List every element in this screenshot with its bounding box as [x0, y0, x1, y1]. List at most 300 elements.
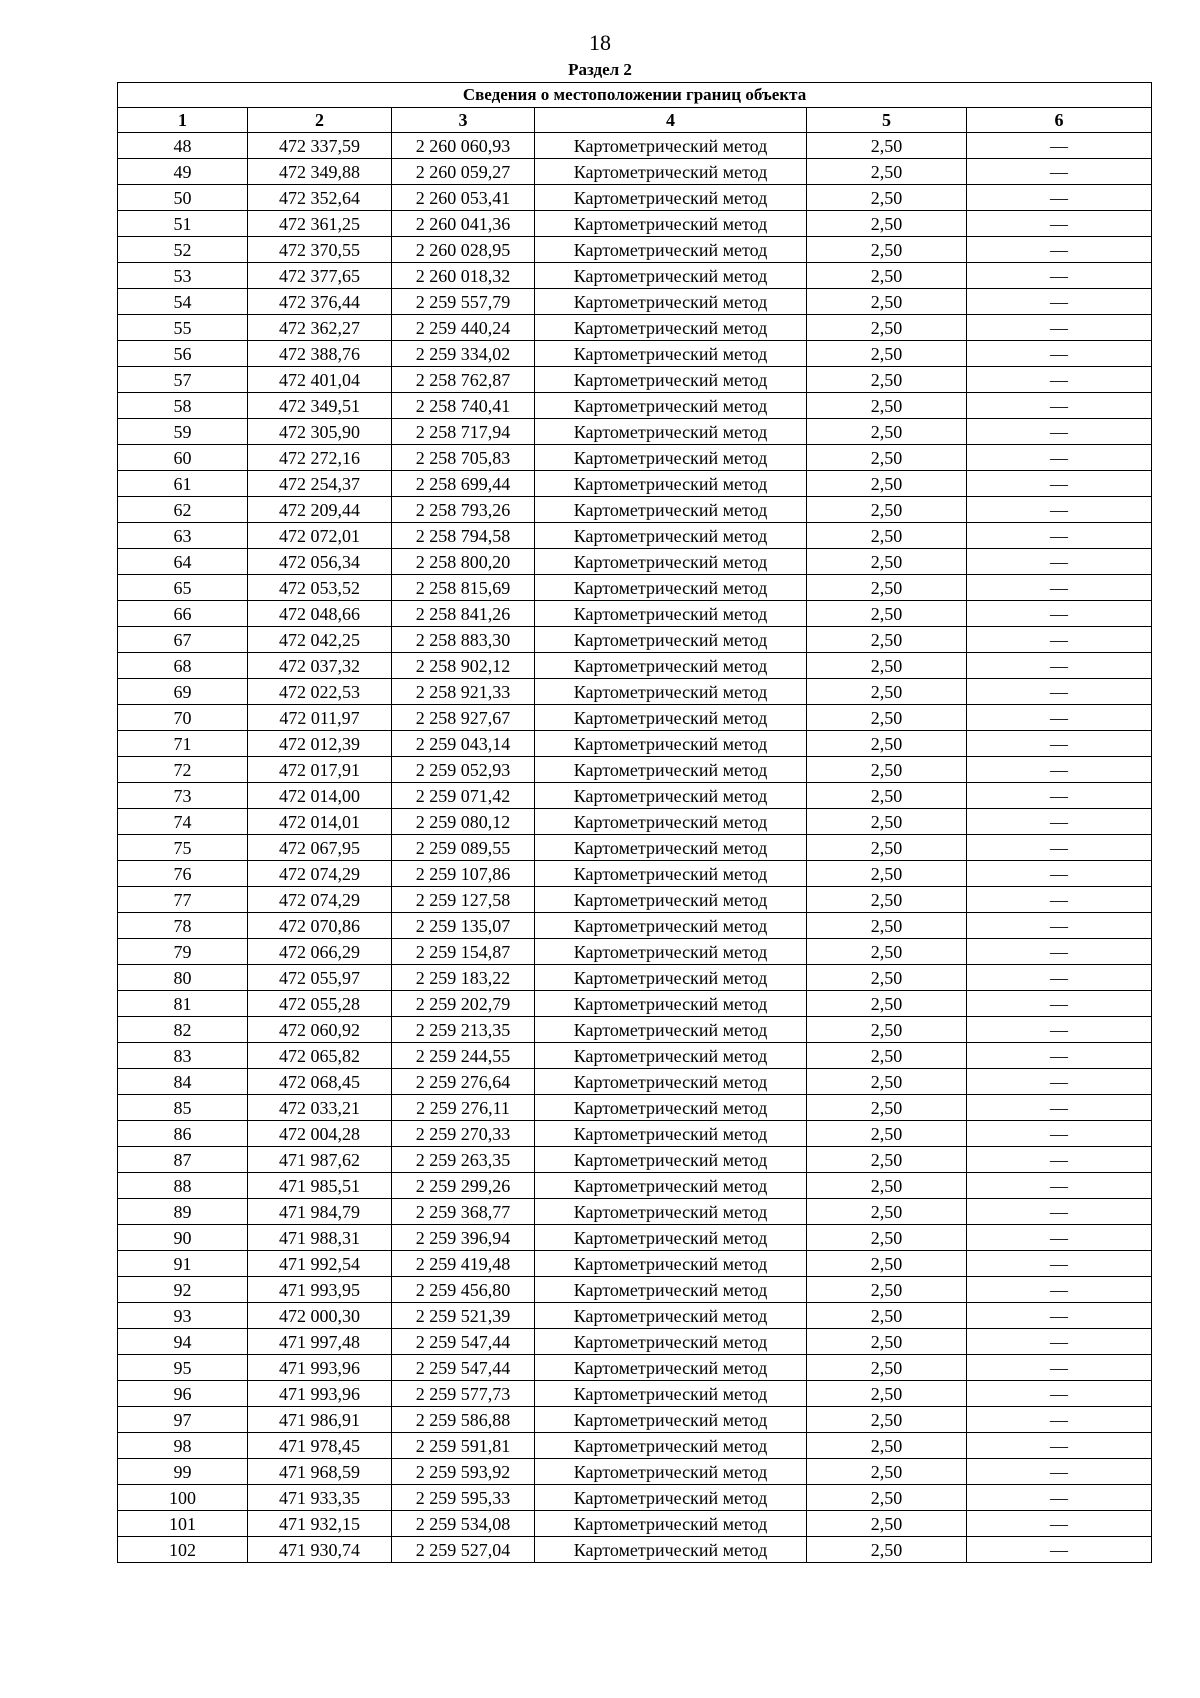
point-number-cell: 95	[118, 1355, 248, 1381]
x-coordinate-cell: 472 000,30	[248, 1303, 392, 1329]
table-row	[118, 575, 1152, 601]
table-row	[118, 887, 1152, 913]
accuracy-cell: 2,50	[807, 913, 967, 939]
point-number-cell: 94	[118, 1329, 248, 1355]
y-coordinate-cell: 2 259 276,11	[392, 1095, 535, 1121]
method-cell: Картометрический метод	[535, 1381, 807, 1407]
method-cell: Картометрический метод	[535, 991, 807, 1017]
y-coordinate-cell: 2 259 534,08	[392, 1511, 535, 1537]
y-coordinate-cell: 2 258 793,26	[392, 497, 535, 523]
description-cell: —	[967, 731, 1152, 757]
point-number-cell: 86	[118, 1121, 248, 1147]
accuracy-cell: 2,50	[807, 991, 967, 1017]
description-cell: —	[967, 575, 1152, 601]
accuracy-cell: 2,50	[807, 315, 967, 341]
x-coordinate-cell: 472 401,04	[248, 367, 392, 393]
x-coordinate-cell: 472 004,28	[248, 1121, 392, 1147]
method-cell: Картометрический метод	[535, 1121, 807, 1147]
accuracy-cell: 2,50	[807, 367, 967, 393]
method-cell: Картометрический метод	[535, 835, 807, 861]
method-cell: Картометрический метод	[535, 1485, 807, 1511]
column-header: 6	[967, 108, 1152, 133]
description-cell: —	[967, 549, 1152, 575]
accuracy-cell: 2,50	[807, 939, 967, 965]
point-number-cell: 69	[118, 679, 248, 705]
method-cell: Картометрический метод	[535, 1069, 807, 1095]
accuracy-cell: 2,50	[807, 237, 967, 263]
accuracy-cell: 2,50	[807, 185, 967, 211]
description-cell: —	[967, 1199, 1152, 1225]
table-row	[118, 549, 1152, 575]
method-cell: Картометрический метод	[535, 1355, 807, 1381]
description-cell: —	[967, 1225, 1152, 1251]
column-header: 2	[248, 108, 392, 133]
accuracy-cell: 2,50	[807, 133, 967, 159]
point-number-cell: 96	[118, 1381, 248, 1407]
y-coordinate-cell: 2 259 154,87	[392, 939, 535, 965]
table-row	[118, 263, 1152, 289]
x-coordinate-cell: 471 984,79	[248, 1199, 392, 1225]
x-coordinate-cell: 472 388,76	[248, 341, 392, 367]
accuracy-cell: 2,50	[807, 471, 967, 497]
method-cell: Картометрический метод	[535, 1511, 807, 1537]
method-cell: Картометрический метод	[535, 1459, 807, 1485]
description-cell: —	[967, 1043, 1152, 1069]
y-coordinate-cell: 2 259 440,24	[392, 315, 535, 341]
description-cell: —	[967, 341, 1152, 367]
y-coordinate-cell: 2 259 419,48	[392, 1251, 535, 1277]
y-coordinate-cell: 2 259 135,07	[392, 913, 535, 939]
accuracy-cell: 2,50	[807, 1511, 967, 1537]
method-cell: Картометрический метод	[535, 705, 807, 731]
point-number-cell: 49	[118, 159, 248, 185]
method-cell: Картометрический метод	[535, 1173, 807, 1199]
point-number-cell: 97	[118, 1407, 248, 1433]
table-row	[118, 315, 1152, 341]
accuracy-cell: 2,50	[807, 159, 967, 185]
point-number-cell: 79	[118, 939, 248, 965]
y-coordinate-cell: 2 259 527,04	[392, 1537, 535, 1563]
method-cell: Картометрический метод	[535, 575, 807, 601]
x-coordinate-cell: 472 068,45	[248, 1069, 392, 1095]
method-cell: Картометрический метод	[535, 497, 807, 523]
table-row	[118, 1407, 1152, 1433]
point-number-cell: 59	[118, 419, 248, 445]
method-cell: Картометрический метод	[535, 1433, 807, 1459]
point-number-cell: 81	[118, 991, 248, 1017]
table-body	[118, 133, 1152, 1563]
x-coordinate-cell: 471 997,48	[248, 1329, 392, 1355]
description-cell: —	[967, 263, 1152, 289]
table-row	[118, 731, 1152, 757]
y-coordinate-cell: 2 258 841,26	[392, 601, 535, 627]
x-coordinate-cell: 472 056,34	[248, 549, 392, 575]
description-cell: —	[967, 497, 1152, 523]
method-cell: Картометрический метод	[535, 1095, 807, 1121]
y-coordinate-cell: 2 259 593,92	[392, 1459, 535, 1485]
x-coordinate-cell: 472 037,32	[248, 653, 392, 679]
point-number-cell: 90	[118, 1225, 248, 1251]
description-cell: —	[967, 1121, 1152, 1147]
table-row	[118, 1173, 1152, 1199]
x-coordinate-cell: 471 992,54	[248, 1251, 392, 1277]
y-coordinate-cell: 2 259 591,81	[392, 1433, 535, 1459]
x-coordinate-cell: 471 933,35	[248, 1485, 392, 1511]
table-row	[118, 1251, 1152, 1277]
y-coordinate-cell: 2 259 089,55	[392, 835, 535, 861]
y-coordinate-cell: 2 259 547,44	[392, 1329, 535, 1355]
accuracy-cell: 2,50	[807, 809, 967, 835]
accuracy-cell: 2,50	[807, 861, 967, 887]
table-row	[118, 1095, 1152, 1121]
point-number-cell: 60	[118, 445, 248, 471]
table-row	[118, 1043, 1152, 1069]
description-cell: —	[967, 887, 1152, 913]
description-cell: —	[967, 1251, 1152, 1277]
point-number-cell: 56	[118, 341, 248, 367]
table-row	[118, 1069, 1152, 1095]
table-row	[118, 991, 1152, 1017]
x-coordinate-cell: 472 055,28	[248, 991, 392, 1017]
y-coordinate-cell: 2 260 059,27	[392, 159, 535, 185]
point-number-cell: 85	[118, 1095, 248, 1121]
table-row	[118, 809, 1152, 835]
accuracy-cell: 2,50	[807, 1173, 967, 1199]
y-coordinate-cell: 2 258 921,33	[392, 679, 535, 705]
table-row	[118, 185, 1152, 211]
y-coordinate-cell: 2 258 800,20	[392, 549, 535, 575]
method-cell: Картометрический метод	[535, 887, 807, 913]
y-coordinate-cell: 2 258 794,58	[392, 523, 535, 549]
table-row	[118, 705, 1152, 731]
point-number-cell: 61	[118, 471, 248, 497]
page-number: 18	[589, 30, 611, 55]
y-coordinate-cell: 2 259 043,14	[392, 731, 535, 757]
accuracy-cell: 2,50	[807, 289, 967, 315]
y-coordinate-cell: 2 259 107,86	[392, 861, 535, 887]
x-coordinate-cell: 472 014,01	[248, 809, 392, 835]
accuracy-cell: 2,50	[807, 1043, 967, 1069]
description-cell: —	[967, 1095, 1152, 1121]
accuracy-cell: 2,50	[807, 1459, 967, 1485]
x-coordinate-cell: 472 053,52	[248, 575, 392, 601]
point-number-cell: 70	[118, 705, 248, 731]
description-cell: —	[967, 601, 1152, 627]
method-cell: Картометрический метод	[535, 1407, 807, 1433]
description-cell: —	[967, 1329, 1152, 1355]
table-header-row	[118, 108, 1152, 133]
point-number-cell: 54	[118, 289, 248, 315]
x-coordinate-cell: 472 067,95	[248, 835, 392, 861]
table-row	[118, 1017, 1152, 1043]
table-row	[118, 211, 1152, 237]
table-row	[118, 835, 1152, 861]
point-number-cell: 55	[118, 315, 248, 341]
table-row	[118, 1381, 1152, 1407]
y-coordinate-cell: 2 259 595,33	[392, 1485, 535, 1511]
y-coordinate-cell: 2 259 071,42	[392, 783, 535, 809]
coordinates-table	[117, 82, 1152, 1563]
description-cell: —	[967, 393, 1152, 419]
y-coordinate-cell: 2 259 183,22	[392, 965, 535, 991]
method-cell: Картометрический метод	[535, 1537, 807, 1563]
y-coordinate-cell: 2 259 299,26	[392, 1173, 535, 1199]
x-coordinate-cell: 472 072,01	[248, 523, 392, 549]
table-caption: Сведения о местоположении границ объекта	[118, 83, 1152, 108]
accuracy-cell: 2,50	[807, 1381, 967, 1407]
description-cell: —	[967, 1173, 1152, 1199]
accuracy-cell: 2,50	[807, 1277, 967, 1303]
y-coordinate-cell: 2 259 202,79	[392, 991, 535, 1017]
x-coordinate-cell: 472 272,16	[248, 445, 392, 471]
point-number-cell: 89	[118, 1199, 248, 1225]
x-coordinate-cell: 472 065,82	[248, 1043, 392, 1069]
description-cell: —	[967, 1069, 1152, 1095]
x-coordinate-cell: 471 988,31	[248, 1225, 392, 1251]
description-cell: —	[967, 835, 1152, 861]
method-cell: Картометрический метод	[535, 861, 807, 887]
y-coordinate-cell: 2 259 276,64	[392, 1069, 535, 1095]
table-row	[118, 861, 1152, 887]
x-coordinate-cell: 471 993,95	[248, 1277, 392, 1303]
accuracy-cell: 2,50	[807, 705, 967, 731]
method-cell: Картометрический метод	[535, 471, 807, 497]
x-coordinate-cell: 471 968,59	[248, 1459, 392, 1485]
table-row	[118, 1277, 1152, 1303]
table-row	[118, 965, 1152, 991]
column-header: 5	[807, 108, 967, 133]
table-row	[118, 653, 1152, 679]
column-header: 1	[118, 108, 248, 133]
y-coordinate-cell: 2 259 244,55	[392, 1043, 535, 1069]
description-cell: —	[967, 965, 1152, 991]
description-cell: —	[967, 1277, 1152, 1303]
accuracy-cell: 2,50	[807, 653, 967, 679]
y-coordinate-cell: 2 259 080,12	[392, 809, 535, 835]
column-header: 4	[535, 108, 807, 133]
accuracy-cell: 2,50	[807, 549, 967, 575]
point-number-cell: 82	[118, 1017, 248, 1043]
method-cell: Картометрический метод	[535, 1225, 807, 1251]
x-coordinate-cell: 471 932,15	[248, 1511, 392, 1537]
point-number-cell: 91	[118, 1251, 248, 1277]
accuracy-cell: 2,50	[807, 1199, 967, 1225]
description-cell: —	[967, 1355, 1152, 1381]
accuracy-cell: 2,50	[807, 1225, 967, 1251]
accuracy-cell: 2,50	[807, 757, 967, 783]
x-coordinate-cell: 472 055,97	[248, 965, 392, 991]
point-number-cell: 80	[118, 965, 248, 991]
table-row	[118, 393, 1152, 419]
method-cell: Картометрический метод	[535, 601, 807, 627]
accuracy-cell: 2,50	[807, 601, 967, 627]
table-row	[118, 445, 1152, 471]
y-coordinate-cell: 2 258 699,44	[392, 471, 535, 497]
accuracy-cell: 2,50	[807, 1069, 967, 1095]
point-number-cell: 53	[118, 263, 248, 289]
point-number-cell: 62	[118, 497, 248, 523]
method-cell: Картометрический метод	[535, 1329, 807, 1355]
accuracy-cell: 2,50	[807, 783, 967, 809]
method-cell: Картометрический метод	[535, 133, 807, 159]
table-row	[118, 783, 1152, 809]
method-cell: Картометрический метод	[535, 783, 807, 809]
accuracy-cell: 2,50	[807, 627, 967, 653]
description-cell: —	[967, 1511, 1152, 1537]
x-coordinate-cell: 472 033,21	[248, 1095, 392, 1121]
table-row	[118, 471, 1152, 497]
point-number-cell: 101	[118, 1511, 248, 1537]
description-cell: —	[967, 939, 1152, 965]
x-coordinate-cell: 472 011,97	[248, 705, 392, 731]
accuracy-cell: 2,50	[807, 1407, 967, 1433]
x-coordinate-cell: 472 074,29	[248, 861, 392, 887]
table-row	[118, 1459, 1152, 1485]
method-cell: Картометрический метод	[535, 367, 807, 393]
method-cell: Картометрический метод	[535, 913, 807, 939]
description-cell: —	[967, 419, 1152, 445]
y-coordinate-cell: 2 259 557,79	[392, 289, 535, 315]
point-number-cell: 83	[118, 1043, 248, 1069]
table-row	[118, 1433, 1152, 1459]
table-row	[118, 1329, 1152, 1355]
description-cell: —	[967, 1407, 1152, 1433]
method-cell: Картометрический метод	[535, 679, 807, 705]
accuracy-cell: 2,50	[807, 1147, 967, 1173]
accuracy-cell: 2,50	[807, 263, 967, 289]
accuracy-cell: 2,50	[807, 497, 967, 523]
x-coordinate-cell: 472 370,55	[248, 237, 392, 263]
description-cell: —	[967, 861, 1152, 887]
table-row	[118, 1511, 1152, 1537]
x-coordinate-cell: 472 361,25	[248, 211, 392, 237]
table-row	[118, 757, 1152, 783]
method-cell: Картометрический метод	[535, 419, 807, 445]
table-row	[118, 1303, 1152, 1329]
point-number-cell: 102	[118, 1537, 248, 1563]
y-coordinate-cell: 2 259 052,93	[392, 757, 535, 783]
accuracy-cell: 2,50	[807, 575, 967, 601]
table-row	[118, 289, 1152, 315]
method-cell: Картометрический метод	[535, 809, 807, 835]
point-number-cell: 100	[118, 1485, 248, 1511]
description-cell: —	[967, 1485, 1152, 1511]
point-number-cell: 67	[118, 627, 248, 653]
point-number-cell: 76	[118, 861, 248, 887]
description-cell: —	[967, 679, 1152, 705]
method-cell: Картометрический метод	[535, 757, 807, 783]
table-row	[118, 133, 1152, 159]
table-row	[118, 939, 1152, 965]
x-coordinate-cell: 472 042,25	[248, 627, 392, 653]
description-cell: —	[967, 237, 1152, 263]
y-coordinate-cell: 2 260 041,36	[392, 211, 535, 237]
accuracy-cell: 2,50	[807, 1329, 967, 1355]
accuracy-cell: 2,50	[807, 679, 967, 705]
description-cell: —	[967, 991, 1152, 1017]
method-cell: Картометрический метод	[535, 315, 807, 341]
x-coordinate-cell: 472 209,44	[248, 497, 392, 523]
point-number-cell: 77	[118, 887, 248, 913]
point-number-cell: 65	[118, 575, 248, 601]
description-cell: —	[967, 289, 1152, 315]
y-coordinate-cell: 2 258 927,67	[392, 705, 535, 731]
accuracy-cell: 2,50	[807, 835, 967, 861]
table-row	[118, 159, 1152, 185]
method-cell: Картометрический метод	[535, 1043, 807, 1069]
point-number-cell: 52	[118, 237, 248, 263]
point-number-cell: 72	[118, 757, 248, 783]
table-row	[118, 1147, 1152, 1173]
accuracy-cell: 2,50	[807, 1017, 967, 1043]
y-coordinate-cell: 2 258 717,94	[392, 419, 535, 445]
table-row	[118, 913, 1152, 939]
point-number-cell: 87	[118, 1147, 248, 1173]
accuracy-cell: 2,50	[807, 445, 967, 471]
description-cell: —	[967, 159, 1152, 185]
y-coordinate-cell: 2 259 521,39	[392, 1303, 535, 1329]
y-coordinate-cell: 2 259 456,80	[392, 1277, 535, 1303]
section-title: Раздел 2	[568, 60, 632, 79]
method-cell: Картометрический метод	[535, 549, 807, 575]
y-coordinate-cell: 2 259 270,33	[392, 1121, 535, 1147]
method-cell: Картометрический метод	[535, 1147, 807, 1173]
method-cell: Картометрический метод	[535, 237, 807, 263]
table-row	[118, 419, 1152, 445]
table-row	[118, 523, 1152, 549]
x-coordinate-cell: 472 254,37	[248, 471, 392, 497]
x-coordinate-cell: 472 349,51	[248, 393, 392, 419]
method-cell: Картометрический метод	[535, 159, 807, 185]
point-number-cell: 58	[118, 393, 248, 419]
x-coordinate-cell: 471 978,45	[248, 1433, 392, 1459]
accuracy-cell: 2,50	[807, 419, 967, 445]
table-row	[118, 1537, 1152, 1563]
description-cell: —	[967, 1147, 1152, 1173]
accuracy-cell: 2,50	[807, 731, 967, 757]
description-cell: —	[967, 367, 1152, 393]
method-cell: Картометрический метод	[535, 289, 807, 315]
table-row	[118, 1121, 1152, 1147]
method-cell: Картометрический метод	[535, 731, 807, 757]
x-coordinate-cell: 472 066,29	[248, 939, 392, 965]
method-cell: Картометрический метод	[535, 393, 807, 419]
table-row	[118, 1225, 1152, 1251]
method-cell: Картометрический метод	[535, 1199, 807, 1225]
point-number-cell: 68	[118, 653, 248, 679]
x-coordinate-cell: 472 362,27	[248, 315, 392, 341]
y-coordinate-cell: 2 260 018,32	[392, 263, 535, 289]
accuracy-cell: 2,50	[807, 1121, 967, 1147]
point-number-cell: 51	[118, 211, 248, 237]
accuracy-cell: 2,50	[807, 393, 967, 419]
x-coordinate-cell: 471 993,96	[248, 1381, 392, 1407]
method-cell: Картометрический метод	[535, 1251, 807, 1277]
x-coordinate-cell: 471 930,74	[248, 1537, 392, 1563]
method-cell: Картометрический метод	[535, 627, 807, 653]
description-cell: —	[967, 445, 1152, 471]
description-cell: —	[967, 1381, 1152, 1407]
method-cell: Картометрический метод	[535, 523, 807, 549]
accuracy-cell: 2,50	[807, 965, 967, 991]
description-cell: —	[967, 1459, 1152, 1485]
accuracy-cell: 2,50	[807, 887, 967, 913]
y-coordinate-cell: 2 259 547,44	[392, 1355, 535, 1381]
x-coordinate-cell: 472 305,90	[248, 419, 392, 445]
x-coordinate-cell: 472 012,39	[248, 731, 392, 757]
accuracy-cell: 2,50	[807, 1433, 967, 1459]
method-cell: Картометрический метод	[535, 211, 807, 237]
